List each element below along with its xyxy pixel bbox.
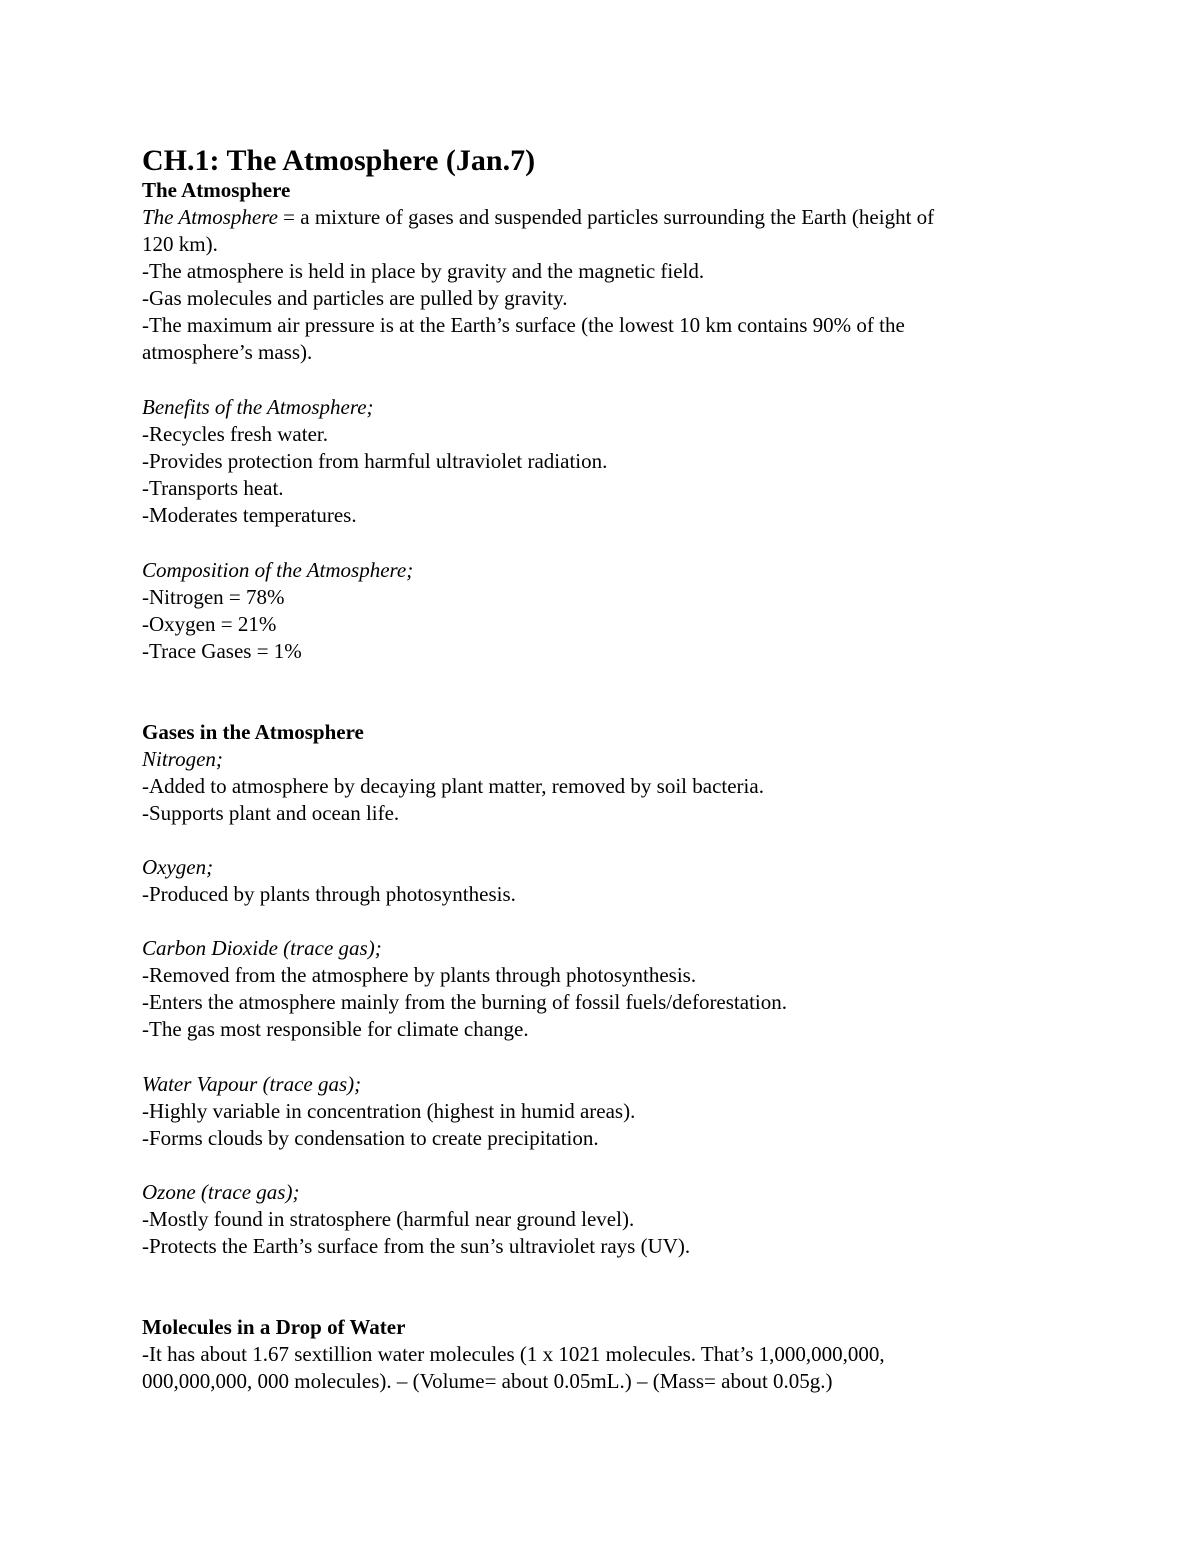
subheading-water-vapour: Water Vapour (trace gas); [142,1072,362,1096]
list-item: -The atmosphere is held in place by gravity and the magnetic field. [142,259,705,283]
oxygen-group [142,854,1042,908]
list-item: -Protects the Earth’s surface from the sun’s ultraviolet rays (UV). [142,1234,691,1258]
list-item: -Transports heat. [142,476,284,500]
list-item: -Trace Gases = 1% [142,639,302,663]
definition-text: = a mixture of gases and suspended particles surrounding the Earth (height of [277,205,935,229]
definition-continuation: 120 km). [142,232,218,256]
list-item: -Highly variable in concentration (highest in humid areas). [142,1099,636,1123]
list-item: -It has about 1.67 sextillion water molecules (1 x 1021 molecules. That’s 1,000,000,000, [142,1342,885,1366]
subheading-benefits: Benefits of the Atmosphere; [142,395,374,419]
list-item: -Removed from the atmosphere by plants through photosynthesis. [142,963,697,987]
co2-group [142,935,1042,1043]
subheading-ozone: Ozone (trace gas); [142,1180,300,1204]
list-item: atmosphere’s mass). [142,340,313,364]
list-item: -Supports plant and ocean life. [142,801,400,825]
list-item: -Provides protection from harmful ultraviolet radiation. [142,449,608,473]
ozone-group [142,1179,1042,1260]
section-gases [142,719,1042,827]
list-item: -The gas most responsible for climate change. [142,1017,529,1041]
composition-group [142,557,1042,665]
section-the-atmosphere [142,177,1042,366]
list-item: -Produced by plants through photosynthesis. [142,882,516,906]
list-item: -The maximum air pressure is at the Earth’s surface (the lowest 10 km contains 90% of the [142,313,905,337]
list-item: -Moderates temperatures. [142,503,357,527]
definition-term: The Atmosphere [142,205,278,229]
water-vapour-group [142,1071,1042,1152]
list-item: -Recycles fresh water. [142,422,328,446]
benefits-group [142,394,1042,529]
subheading-nitrogen: Nitrogen; [142,747,223,771]
section-heading: The Atmosphere [142,178,291,202]
list-item: -Oxygen = 21% [142,612,277,636]
list-item: -Nitrogen = 78% [142,585,285,609]
section-heading: Gases in the Atmosphere [142,720,364,744]
section-molecules [142,1314,1042,1395]
list-item: -Added to atmosphere by decaying plant matter, removed by soil bacteria. [142,774,764,798]
list-item: -Mostly found in stratosphere (harmful near ground level). [142,1207,635,1231]
subheading-oxygen: Oxygen; [142,855,214,879]
list-item: -Gas molecules and particles are pulled by gravity. [142,286,568,310]
subheading-carbon-dioxide: Carbon Dioxide (trace gas); [142,936,382,960]
page-title: CH.1: The Atmosphere (Jan.7) [142,144,536,177]
definition-line [142,204,1042,231]
subheading-composition: Composition of the Atmosphere; [142,558,414,582]
list-item: -Enters the atmosphere mainly from the burning of fossil fuels/deforestation. [142,990,788,1014]
list-item: 000,000,000, 000 molecules). – (Volume= about 0.05mL.) – (Mass= about 0.05g.) [142,1369,833,1393]
section-heading: Molecules in a Drop of Water [142,1315,406,1339]
list-item: -Forms clouds by condensation to create precipitation. [142,1126,599,1150]
